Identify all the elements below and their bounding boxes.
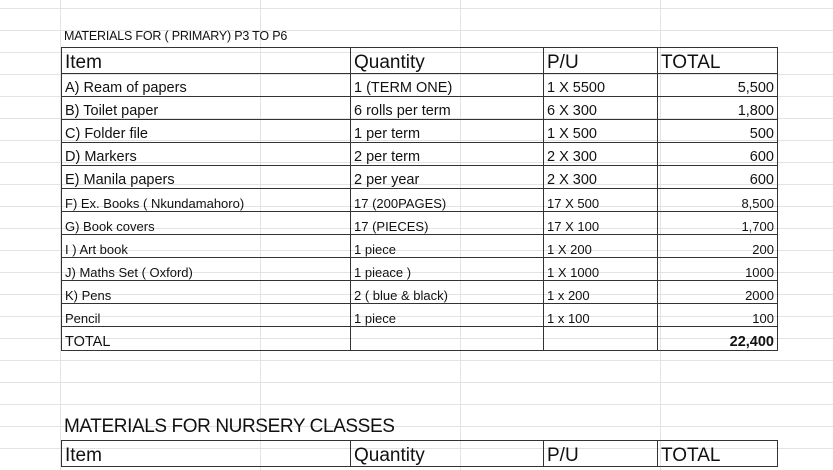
cell-total[interactable]: 100 xyxy=(658,304,778,327)
header-item[interactable]: Item xyxy=(62,441,351,467)
cell-item[interactable]: A) Ream of papers xyxy=(62,74,351,97)
table-row xyxy=(62,143,778,166)
cell-total[interactable]: 500 xyxy=(658,120,778,143)
cell-item[interactable]: K) Pens xyxy=(62,281,351,304)
cell-item[interactable]: J) Maths Set ( Oxford) xyxy=(62,258,351,281)
cell-pu-empty[interactable] xyxy=(544,327,658,351)
cell-pu[interactable]: 2 X 300 xyxy=(544,143,658,166)
header-item[interactable]: Item xyxy=(62,48,351,74)
cell-total[interactable]: 1,700 xyxy=(658,212,778,235)
cell-pu[interactable]: 17 X 100 xyxy=(544,212,658,235)
cell-item[interactable]: C) Folder file xyxy=(62,120,351,143)
table-row xyxy=(62,189,778,212)
cell-item[interactable]: I ) Art book xyxy=(62,235,351,258)
cell-pu[interactable]: 1 X 5500 xyxy=(544,74,658,97)
nursery-materials-table xyxy=(61,440,778,467)
cell-quantity-empty[interactable] xyxy=(351,327,544,351)
primary-section-title: MATERIALS FOR ( PRIMARY) P3 TO P6 xyxy=(64,29,288,43)
table-row xyxy=(62,212,778,235)
table-row xyxy=(62,258,778,281)
table-row xyxy=(62,166,778,189)
cell-quantity[interactable]: 6 rolls per term xyxy=(351,97,544,120)
cell-quantity[interactable]: 1 piece xyxy=(351,235,544,258)
cell-item[interactable]: E) Manila papers xyxy=(62,166,351,189)
cell-item[interactable]: B) Toilet paper xyxy=(62,97,351,120)
cell-quantity[interactable]: 17 (PIECES) xyxy=(351,212,544,235)
grand-total[interactable]: 22,400 xyxy=(658,327,778,351)
cell-total[interactable]: 200 xyxy=(658,235,778,258)
nursery-section-title: MATERIALS FOR NURSERY CLASSES xyxy=(64,416,395,437)
table-row xyxy=(62,120,778,143)
cell-quantity[interactable]: 1 piece xyxy=(351,304,544,327)
cell-total[interactable]: 600 xyxy=(658,166,778,189)
cell-quantity[interactable]: 2 per year xyxy=(351,166,544,189)
cell-pu[interactable]: 1 X 200 xyxy=(544,235,658,258)
cell-total[interactable]: 8,500 xyxy=(658,189,778,212)
cell-pu[interactable]: 1 X 1000 xyxy=(544,258,658,281)
cell-quantity[interactable]: 2 per term xyxy=(351,143,544,166)
cell-pu[interactable]: 2 X 300 xyxy=(544,166,658,189)
cell-pu[interactable]: 6 X 300 xyxy=(544,97,658,120)
cell-total[interactable]: 5,500 xyxy=(658,74,778,97)
header-total[interactable]: TOTAL xyxy=(658,441,778,467)
cell-total[interactable]: 1000 xyxy=(658,258,778,281)
cell-total[interactable]: 2000 xyxy=(658,281,778,304)
table-row xyxy=(62,235,778,258)
table-row xyxy=(62,97,778,120)
cell-pu[interactable]: 17 X 500 xyxy=(544,189,658,212)
cell-quantity[interactable]: 1 per term xyxy=(351,120,544,143)
cell-quantity[interactable]: 1 (TERM ONE) xyxy=(351,74,544,97)
header-total[interactable]: TOTAL xyxy=(658,48,778,74)
table-row xyxy=(62,281,778,304)
primary-materials-table xyxy=(61,47,778,351)
table-row xyxy=(62,74,778,97)
cell-item[interactable]: D) Markers xyxy=(62,143,351,166)
cell-pu[interactable]: 1 x 100 xyxy=(544,304,658,327)
primary-header-row xyxy=(62,48,778,74)
cell-total[interactable]: 1,800 xyxy=(658,97,778,120)
total-row xyxy=(62,327,778,351)
cell-quantity[interactable]: 2 ( blue & black) xyxy=(351,281,544,304)
cell-quantity[interactable]: 17 (200PAGES) xyxy=(351,189,544,212)
header-pu[interactable]: P/U xyxy=(544,441,658,467)
cell-total[interactable]: 600 xyxy=(658,143,778,166)
cell-item[interactable]: Pencil xyxy=(62,304,351,327)
total-label[interactable]: TOTAL xyxy=(62,327,351,351)
cell-pu[interactable]: 1 X 500 xyxy=(544,120,658,143)
cell-pu[interactable]: 1 x 200 xyxy=(544,281,658,304)
table-row xyxy=(62,304,778,327)
cell-item[interactable]: G) Book covers xyxy=(62,212,351,235)
cell-item[interactable]: F) Ex. Books ( Nkundamahoro) xyxy=(62,189,351,212)
nursery-header-row xyxy=(62,441,778,467)
cell-quantity[interactable]: 1 pieace ) xyxy=(351,258,544,281)
header-pu[interactable]: P/U xyxy=(544,48,658,74)
header-quantity[interactable]: Quantity xyxy=(351,441,544,467)
header-quantity[interactable]: Quantity xyxy=(351,48,544,74)
